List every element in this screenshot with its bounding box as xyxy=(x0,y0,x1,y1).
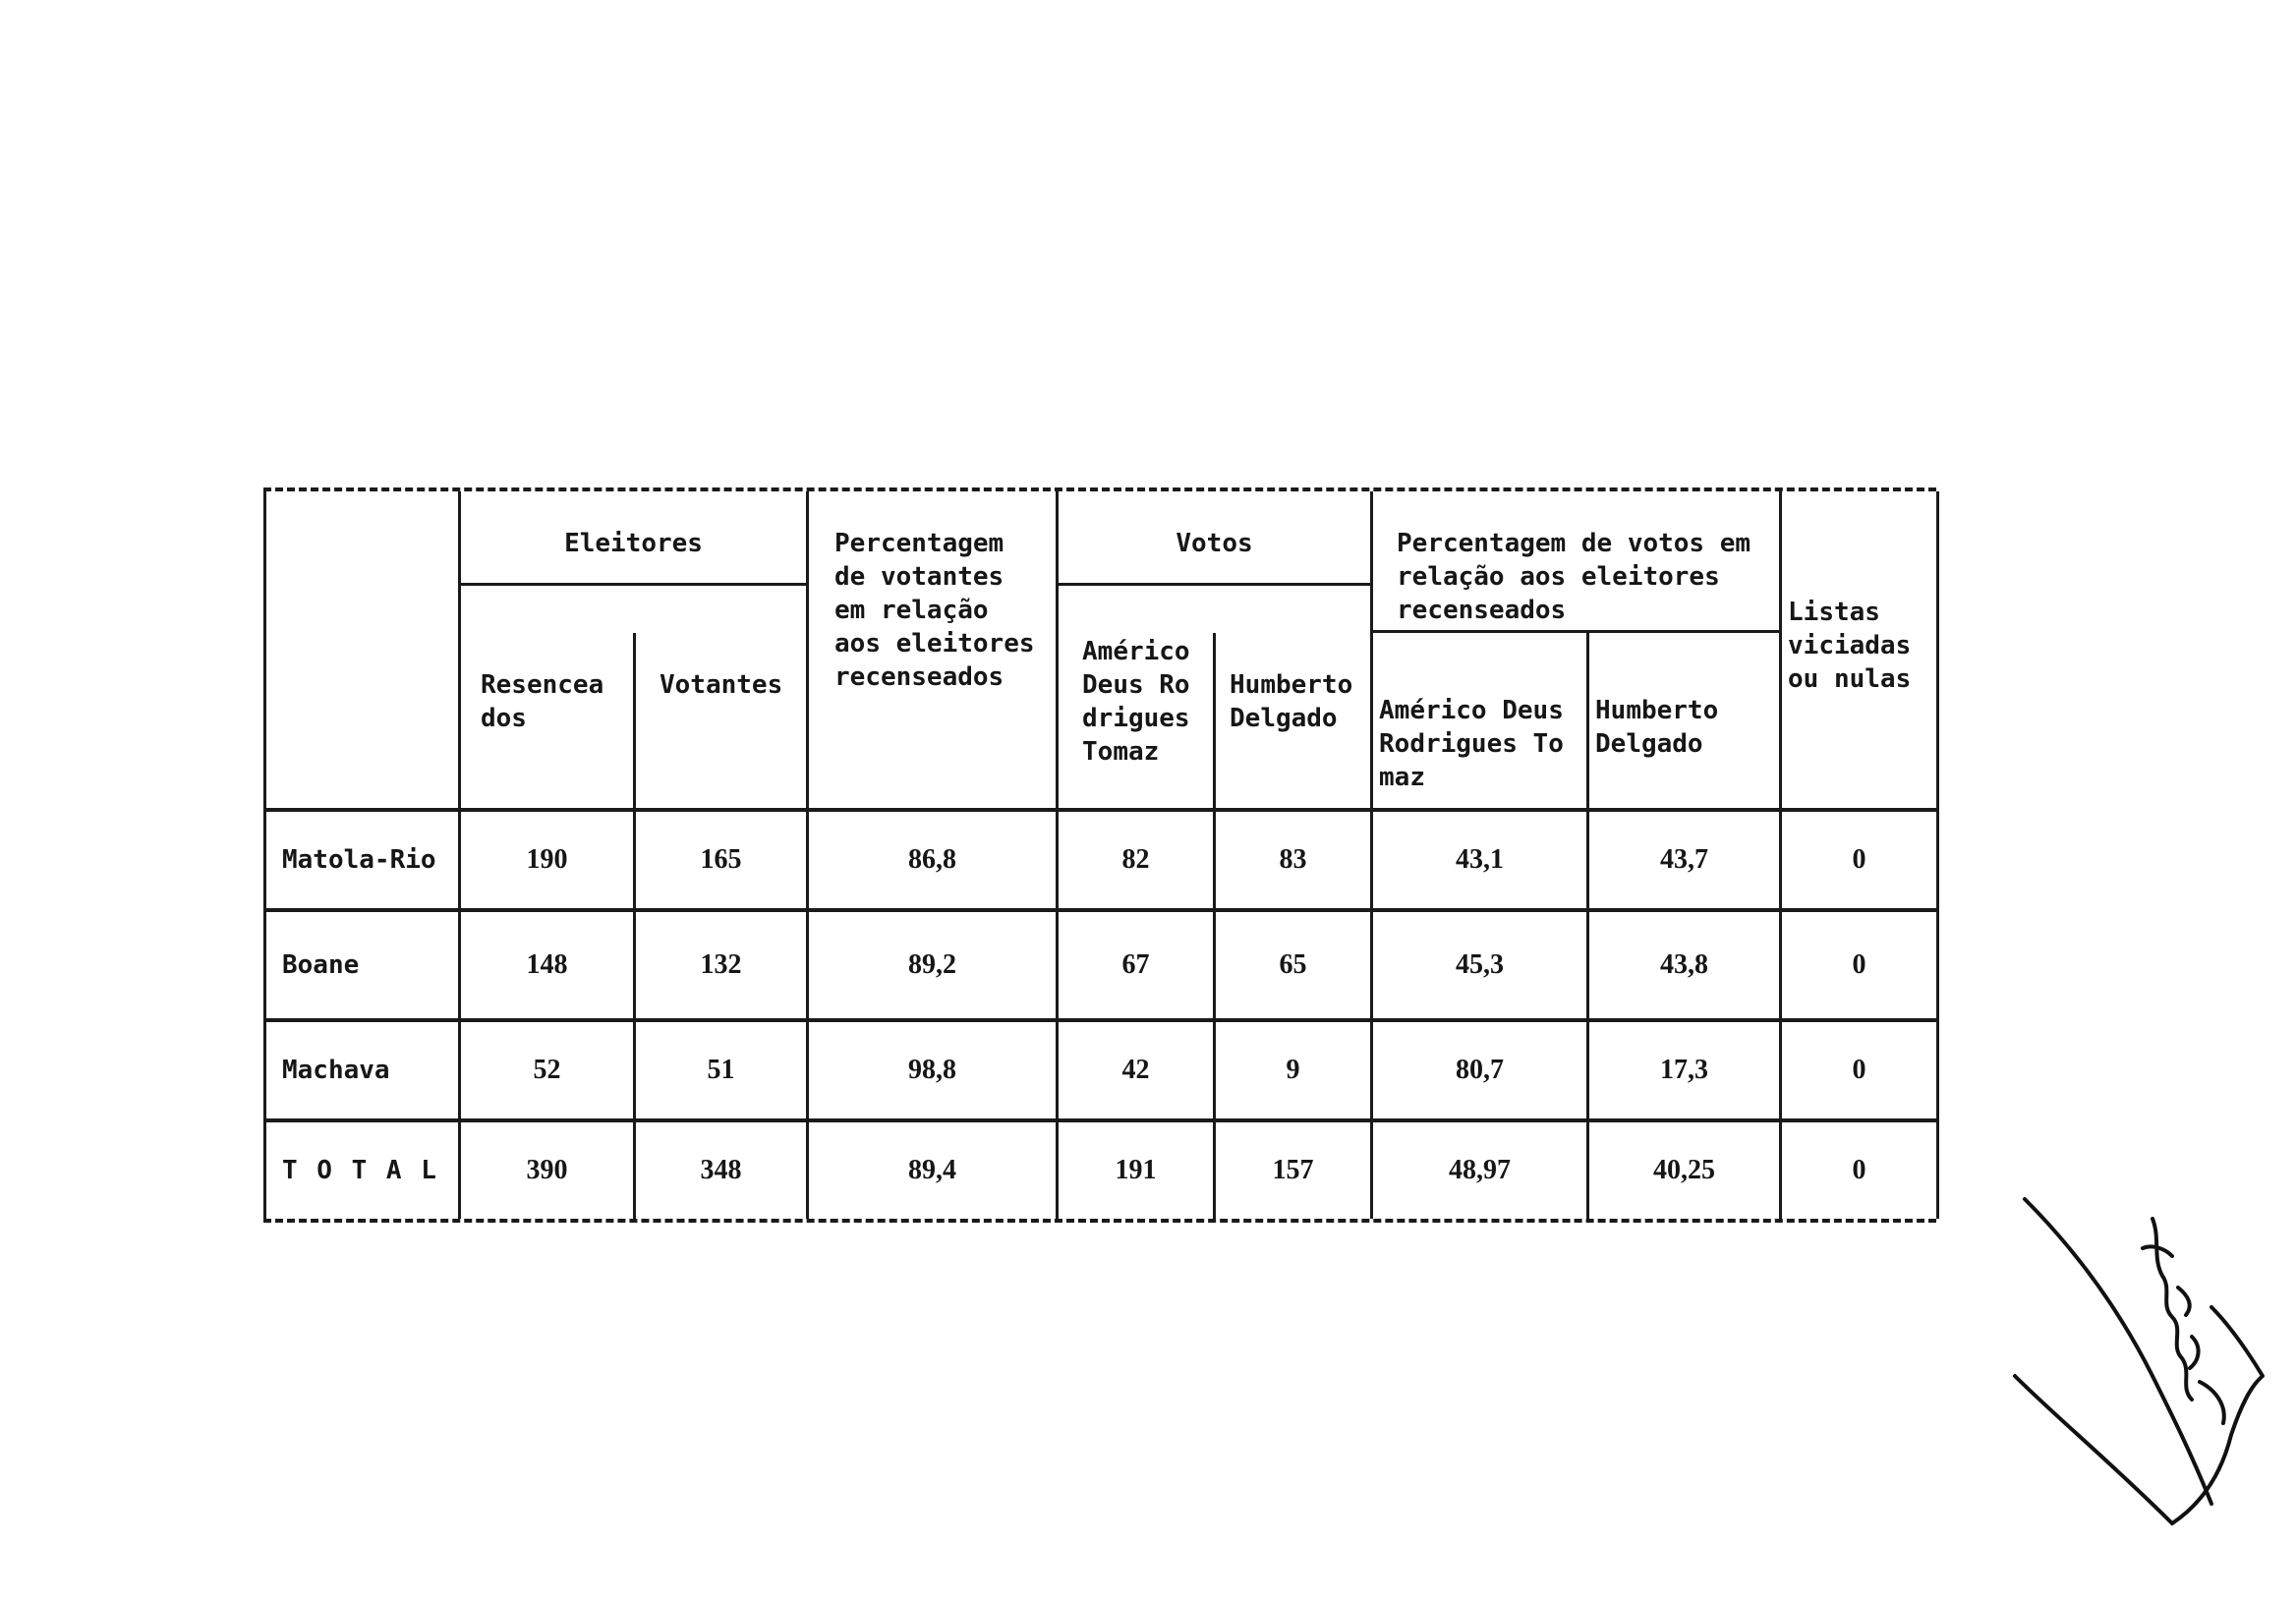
results-table xyxy=(263,491,1939,1219)
recenseados-value: 148 xyxy=(460,910,635,1020)
votantes-value: 132 xyxy=(635,910,808,1020)
pct-votos-group xyxy=(1372,491,1781,633)
humberto-value: 157 xyxy=(1215,1120,1372,1219)
region-cell: T O T A L xyxy=(265,1120,460,1219)
bottom-dashed-rule xyxy=(263,1219,1936,1223)
pct-votantes-cell xyxy=(808,491,1058,810)
americo-value: 42 xyxy=(1058,1020,1215,1120)
votantes-header: Votantes xyxy=(660,670,783,700)
listas-cell xyxy=(1781,491,1938,810)
region-cell: Machava xyxy=(265,1020,460,1120)
region-cell: Boane xyxy=(265,910,460,1020)
pct-votantes-value: 89,2 xyxy=(808,910,1058,1020)
pct-votantes-value: 86,8 xyxy=(808,810,1058,910)
pct-humberto-header: Humberto Delgado xyxy=(1595,696,1719,759)
election-results-table xyxy=(263,487,1936,1223)
eleitores-header: Eleitores xyxy=(461,491,806,586)
table-row xyxy=(265,1120,1938,1219)
pct-americo-value: 48,97 xyxy=(1372,1120,1588,1219)
resenceados-header: Resencea dos xyxy=(481,670,604,733)
americo-value: 82 xyxy=(1058,810,1215,910)
header-row-2 xyxy=(265,633,1938,810)
americo-header: Américo Deus Ro drigues Tomaz xyxy=(1082,637,1190,767)
header-row-1 xyxy=(265,491,1938,633)
listas-header: Listas viciadas ou nulas xyxy=(1788,598,1912,694)
eleitores-group xyxy=(460,491,808,633)
votantes-value: 51 xyxy=(635,1020,808,1120)
votantes-cell xyxy=(635,633,808,810)
pct-humberto-value: 43,7 xyxy=(1588,810,1781,910)
americo-cell xyxy=(1058,633,1215,810)
handwritten-signature xyxy=(2005,1179,2280,1553)
resenceados-cell xyxy=(460,633,635,810)
pct-votantes-header: Percentagem de votantes em relação aos eleitores recenseados xyxy=(834,529,1035,692)
pct-americo-value: 80,7 xyxy=(1372,1020,1588,1120)
pct-votantes-value: 89,4 xyxy=(808,1120,1058,1219)
votantes-value: 165 xyxy=(635,810,808,910)
humberto-value: 65 xyxy=(1215,910,1372,1020)
pct-humberto-value: 17,3 xyxy=(1588,1020,1781,1120)
humberto-value: 83 xyxy=(1215,810,1372,910)
nulas-value: 0 xyxy=(1781,1120,1938,1219)
nulas-value: 0 xyxy=(1781,810,1938,910)
region-cell: Matola-Rio xyxy=(265,810,460,910)
votos-header: Votos xyxy=(1059,491,1370,586)
table-row xyxy=(265,810,1938,910)
pct-americo-value: 43,1 xyxy=(1372,810,1588,910)
recenseados-value: 52 xyxy=(460,1020,635,1120)
pct-americo-value: 45,3 xyxy=(1372,910,1588,1020)
recenseados-value: 190 xyxy=(460,810,635,910)
pct-humberto-value: 40,25 xyxy=(1588,1120,1781,1219)
table-row xyxy=(265,1020,1938,1120)
humberto-cell xyxy=(1215,633,1372,810)
table-row xyxy=(265,910,1938,1020)
pct-americo-header: Américo Deus Rodrigues To maz xyxy=(1379,696,1564,792)
nulas-value: 0 xyxy=(1781,910,1938,1020)
pct-votos-header: Percentagem de votos em relação aos eleitores recenseados xyxy=(1373,491,1779,633)
recenseados-value: 390 xyxy=(460,1120,635,1219)
pct-humberto-cell xyxy=(1588,633,1781,810)
votos-group xyxy=(1058,491,1372,633)
pct-humberto-value: 43,8 xyxy=(1588,910,1781,1020)
pct-americo-cell xyxy=(1372,633,1588,810)
empty-corner-cell xyxy=(265,491,460,810)
humberto-header: Humberto Delgado xyxy=(1230,670,1353,733)
pct-votantes-value: 98,8 xyxy=(808,1020,1058,1120)
humberto-value: 9 xyxy=(1215,1020,1372,1120)
nulas-value: 0 xyxy=(1781,1020,1938,1120)
votantes-value: 348 xyxy=(635,1120,808,1219)
americo-value: 67 xyxy=(1058,910,1215,1020)
americo-value: 191 xyxy=(1058,1120,1215,1219)
